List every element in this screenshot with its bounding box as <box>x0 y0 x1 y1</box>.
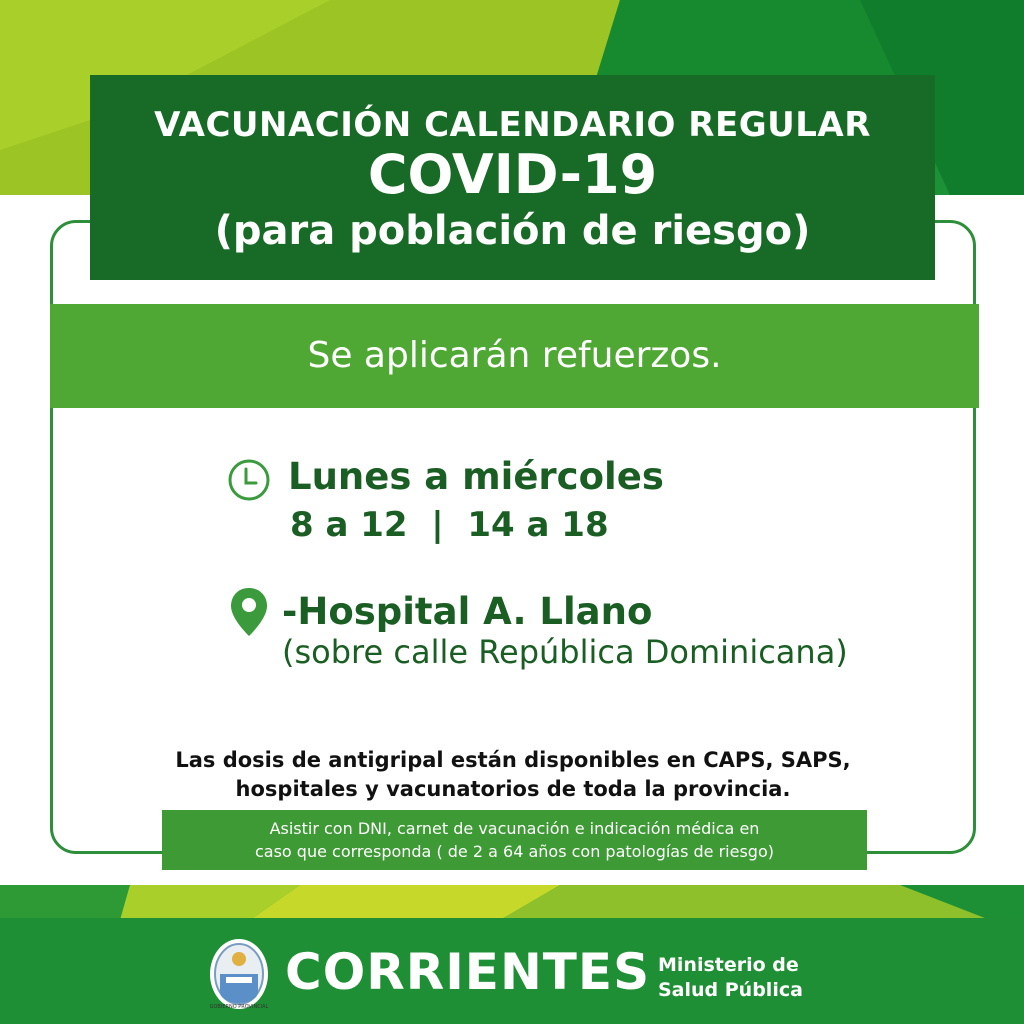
ministry-line-1: Ministerio de <box>658 954 799 976</box>
info-line-1: Las dosis de antigripal están disponibles en CAPS, SAPS, <box>175 748 851 772</box>
title-box <box>90 75 935 280</box>
info-line-2: hospitales y vacunatorios de toda la provincia. <box>235 777 791 801</box>
title-line-3: (para población de riesgo) <box>214 208 811 254</box>
location-pin-icon <box>228 586 270 638</box>
schedule-days: Lunes a miércoles <box>288 455 664 498</box>
title-line-2: COVID-19 <box>367 143 658 206</box>
note-line-1: Asistir con DNI, carnet de vacunación e indicación médica en <box>269 819 760 838</box>
ministry-label <box>658 953 803 1003</box>
location-detail: (sobre calle República Dominicana) <box>282 633 848 671</box>
note-line-2: caso que corresponda ( de 2 a 64 años con patologías de riesgo) <box>254 842 774 861</box>
booster-text: Se aplicarán refuerzos. <box>307 335 722 376</box>
provincial-seal-logo <box>208 937 270 1011</box>
title-line-1: VACUNACIÓN CALENDARIO REGULAR <box>154 105 871 145</box>
schedule-hours: 8 a 12 | 14 a 18 <box>290 505 609 545</box>
ministry-line-2: Salud Pública <box>658 979 803 1001</box>
svg-text:GOBIERNO PROVINCIAL: GOBIERNO PROVINCIAL <box>209 1004 269 1010</box>
clock-icon <box>226 457 272 503</box>
location-name: -Hospital A. Llano <box>282 590 653 633</box>
antigripal-info <box>100 746 926 804</box>
brand-wordmark: CORRIENTES <box>285 943 651 1001</box>
booster-band <box>50 304 979 408</box>
requirements-note <box>162 810 867 870</box>
